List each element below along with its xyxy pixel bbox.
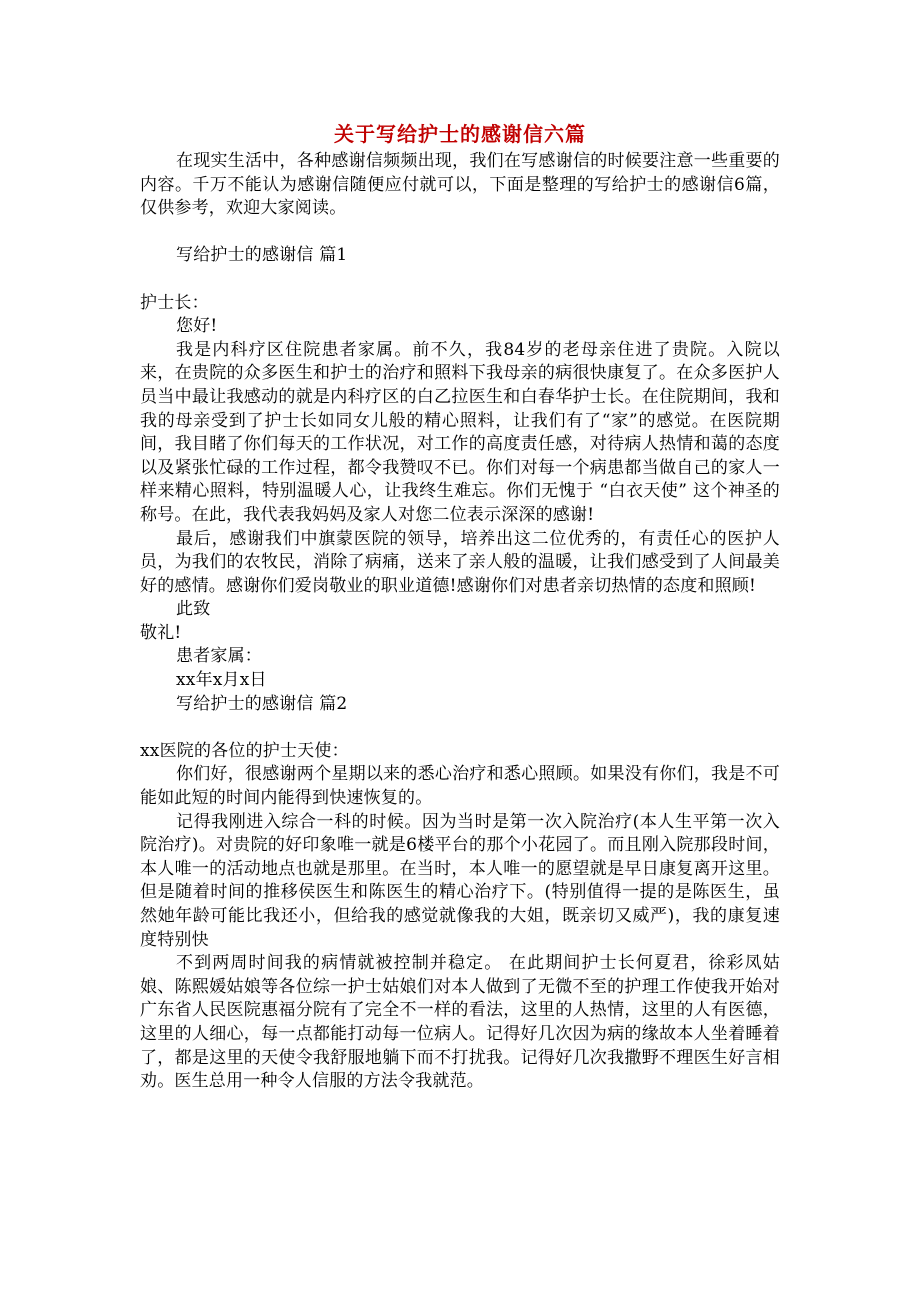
letter1-paragraph-1: 我是内科疗区住院患者家属。前不久，我84岁的老母亲住进了贵院。入院以来，在贵院的众多医生和护士的治疗和照料下我母亲的病很快康复了。在众多医护人员当中最让我感动的就是内科疗区的白乙拉医生和白春华护士长。在住院期间，我和我的母亲受到了护士长如同女儿般的精心照料，让我们有了“家”的感觉。在医院期间，我目睹了你们每天的工作状况，对工作的高度责任感，对待病人热情和蔼的态度以及紧张忙碌的工作过程，都令我赞叹不已。你们对每一个病患都当做自己的家人一样来精心照料，特别温暖人心，让我终生难忘。你们无愧于 “白衣天使” 这个神圣的称号。在此，我代表我妈妈及家人对您二位表示深深的感谢! xyxy=(140,339,780,525)
letter1-closing-1: 此致 xyxy=(176,599,211,620)
letter1-heading: 写给护士的感谢信 篇1 xyxy=(176,245,348,266)
letter1-greeting: 您好! xyxy=(176,316,218,337)
letter1-paragraph-2: 最后，感谢我们中旗蒙医院的领导，培养出这二位优秀的，有责任心的医护人员，为我们的农牧民，消除了病痛，送来了亲人般的温暖，让我们感受到了人间最美好的感情。感谢你们爱岗敬业的职业道德!感谢你们对患者亲切热情的态度和照顾! xyxy=(140,528,780,596)
letter2-paragraph-3: 不到两周时间我的病情就被控制并稳定。 在此期间护士长何夏君，徐彩凤姑娘、陈熙媛姑娘等各位综一护士姑娘们对本人做到了无微不至的护理工作使我开始对广东省人民医院惠福分院有了完全不一样的看法，这里的人热情，这里的人有医德，这里的人细心，每一点都能打动每一位病人。记得好几次因为病的缘故本人坐着睡着了，都是这里的天使令我舒服地躺下而不打扰我。记得好几次我撒野不理医生好言相劝。医生总用一种令人信服的方法令我就范。 xyxy=(140,953,780,1092)
spacer xyxy=(140,268,780,292)
letter2-heading: 写给护士的感谢信 篇2 xyxy=(176,693,348,714)
spacer xyxy=(140,716,780,740)
document-page xyxy=(140,118,780,1094)
spacer xyxy=(140,221,780,245)
intro-paragraph: 在现实生活中，各种感谢信频频出现，我们在写感谢信的时候要注意一些重要的内容。千万不能认为感谢信随便应付就可以，下面是整理的写给护士的感谢信6篇，仅供参考，欢迎大家阅读。 xyxy=(140,151,780,219)
letter2-paragraph-2: 记得我刚进入综合一科的时候。因为当时是第一次入院治疗(本人生平第一次入院治疗)。对贵院的好印象唯一就是6楼平台的那个小花园了。而且刚入院那段时间，本人唯一的活动地点也就是那里。在当时，本人唯一的愿望就是早日康复离开这里。但是随着时间的推移侯医生和陈医生的精心治疗下。(特别值得一提的是陈医生，虽然她年龄可能比我还小，但给我的感觉就像我的大姐，既亲切又威严)，我的康复速度特别快 xyxy=(140,811,780,950)
letter1-signature: 患者家属： xyxy=(176,646,262,667)
letter2-paragraph-1: 你们好，很感谢两个星期以来的悉心治疗和悉心照顾。如果没有你们，我是不可能如此短的时间内能得到快速恢复的。 xyxy=(140,764,780,809)
document-title: 关于写给护士的感谢信六篇 xyxy=(334,122,586,146)
letter2-salutation: xx医院的各位的护士天使： xyxy=(140,740,349,761)
letter1-date: xx年x月x日 xyxy=(176,670,267,691)
letter1-closing-2: 敬礼! xyxy=(140,622,182,643)
letter1-salutation: 护士长： xyxy=(140,292,209,313)
